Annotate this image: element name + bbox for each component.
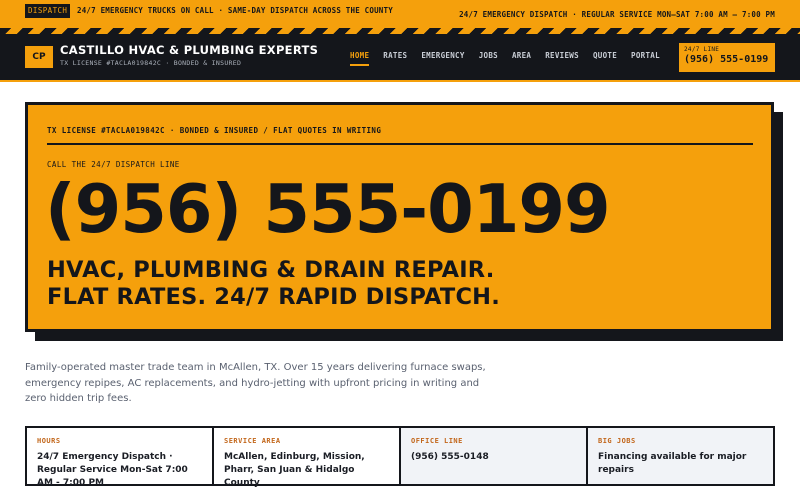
hero-kicker: TX LICENSE #TACLA019842C · BONDED & INSURED / FLAT QUOTES IN WRITING — [47, 126, 382, 135]
nav-rates[interactable]: RATES — [383, 51, 408, 60]
brand-license: TX LICENSE #TACLA019842C · BONDED & INSURED — [60, 59, 242, 67]
call-line-number: (956) 555-0199 — [684, 54, 769, 65]
intro-paragraph: Family-operated master trade team in McAllen, TX. Over 15 years delivering furnace swaps, emergency repipes, AC replacements, and hydro-jetting with upfront pricing in writing and zero hidden trip fees. — [25, 362, 486, 404]
dispatch-hours: 24/7 EMERGENCY DISPATCH · REGULAR SERVICE MON–SAT 7:00 AM – 7:00 PM — [459, 10, 775, 19]
card-label: OFFICE LINE — [411, 437, 463, 445]
nav-area[interactable]: AREA — [511, 51, 532, 60]
nav-portal[interactable]: PORTAL — [631, 51, 660, 60]
hero-call-line: CALL THE 24/7 DISPATCH LINE — [47, 160, 180, 169]
card-label: SERVICE AREA — [224, 437, 281, 445]
info-card-big-jobs — [588, 428, 773, 484]
call-line-label: 24/7 LINE — [684, 46, 720, 53]
nav-emergency[interactable]: EMERGENCY — [421, 51, 465, 60]
info-card-service-area — [214, 428, 401, 488]
nav-quote[interactable]: QUOTE — [592, 51, 618, 60]
hero-panel — [25, 102, 774, 332]
card-value: Financing available for major repairs — [598, 452, 747, 475]
hero-headline-1: HVAC, PLUMBING & DRAIN REPAIR. — [47, 257, 495, 283]
dispatch-strip — [0, 0, 800, 34]
nav-jobs[interactable]: JOBS — [478, 51, 498, 60]
main-nav — [350, 51, 674, 66]
info-cards — [25, 426, 775, 486]
hero-headline-2: FLAT RATES. 24/7 RAPID DISPATCH. — [47, 284, 500, 310]
logo[interactable]: CP — [25, 46, 53, 68]
nav-reviews[interactable]: REVIEWS — [545, 51, 579, 60]
card-value[interactable]: (956) 555-0148 — [411, 452, 489, 462]
nav-home[interactable]: HOME — [350, 51, 369, 66]
site-header — [0, 34, 800, 80]
brand-name[interactable]: CASTILLO HVAC & PLUMBING EXPERTS — [60, 43, 319, 57]
dispatch-badge: DISPATCH — [25, 4, 70, 18]
dispatch-message: 24/7 EMERGENCY TRUCKS ON CALL · SAME-DAY DISPATCH ACROSS THE COUNTY — [77, 6, 393, 15]
card-label: HOURS — [37, 437, 61, 445]
card-value: McAllen, Edinburg, Mission, Pharr, San Juan & Hidalgo County — [224, 452, 365, 488]
info-card-office-line — [401, 428, 588, 484]
hero-phone-number[interactable]: (956) 555-0199 — [45, 170, 610, 248]
card-label: BIG JOBS — [598, 437, 636, 445]
call-line-button[interactable] — [679, 43, 775, 72]
card-value: 24/7 Emergency Dispatch · Regular Service Mon-Sat 7:00 AM - 7:00 PM — [37, 452, 188, 488]
header-divider — [0, 80, 800, 82]
info-card-hours — [27, 428, 214, 488]
hero-divider — [47, 143, 753, 145]
